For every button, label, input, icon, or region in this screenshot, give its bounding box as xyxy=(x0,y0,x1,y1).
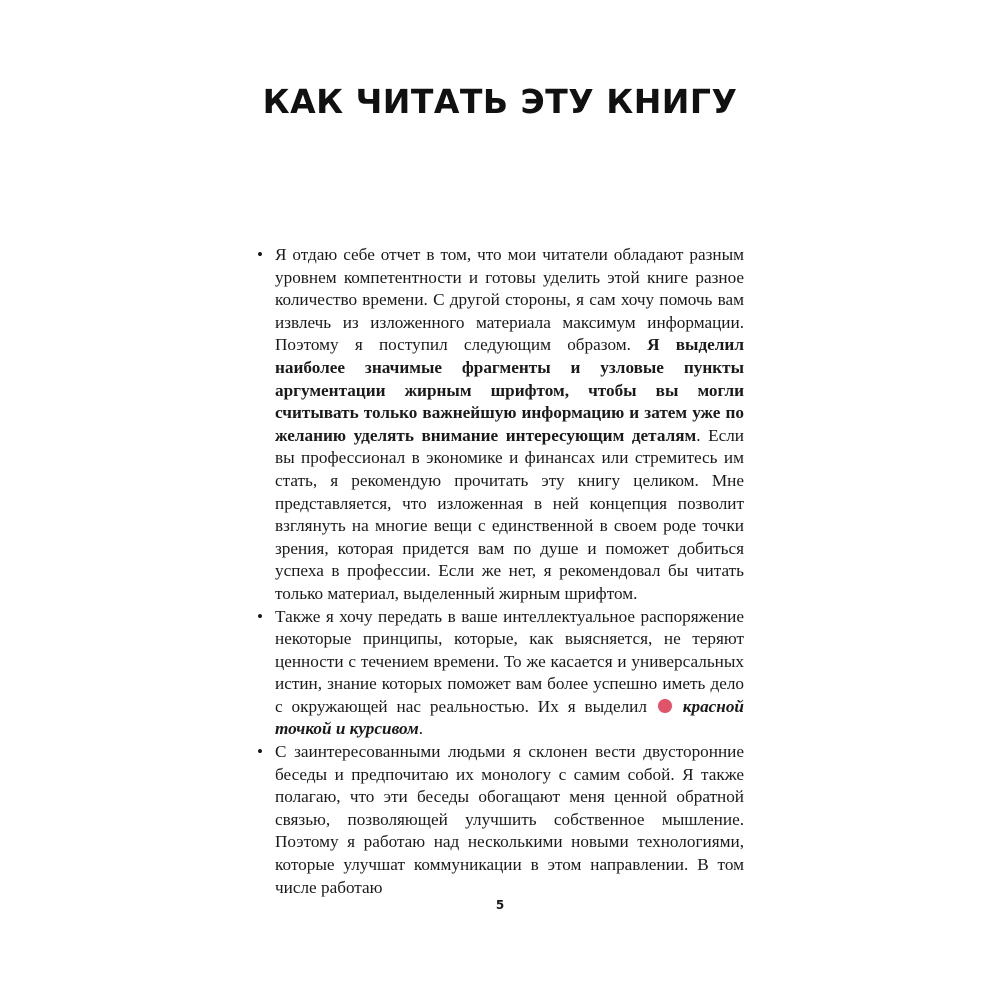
plain-text: . xyxy=(418,719,424,739)
plain-text: Также я хочу передать в ваше интеллектуальное распоряжение некоторые принципы, которые, как выясняется, не теряют ценности с течением времени. То же касается и универсальных истин, знание которых поможет вам более успешно иметь дело с окружающей нас реальностью. Их я выделил xyxy=(275,606,744,716)
paragraph xyxy=(275,606,744,742)
bold-highlight-text: Я выделил наиболее значимые фрагменты и узловые пункты аргументации жирным шрифтом, чтобы вы могли считывать только важнейшую информацию и затем уже по желанию уделять внимание интересующим деталям xyxy=(275,335,744,445)
plain-text: С заинтересованными людьми я склонен вести двусторонние беседы и предпочитаю их монологу с самим собой. Я также полагаю, что эти беседы обогащают меня ценной обратной связью, позволяющей улучшить собственное мышление. Поэтому я работаю над несколькими новыми технологиями, которые улучшат коммуникации в этом направлении. В том числе работаю xyxy=(275,742,744,897)
bullet-marker: • xyxy=(256,245,264,264)
paragraph xyxy=(275,244,744,606)
list-item xyxy=(254,244,744,606)
bullet-marker: • xyxy=(256,606,264,626)
red-dot-icon xyxy=(658,699,672,713)
bullet-list xyxy=(254,244,744,899)
chapter-title: КАК ЧИТАТЬ ЭТУ КНИГУ xyxy=(262,82,738,121)
list-item xyxy=(254,606,744,742)
bold-italic-highlight-text: красной точкой и курсивом xyxy=(275,696,744,739)
page-number: 5 xyxy=(495,898,505,912)
list-item xyxy=(254,741,744,899)
plain-text: . Если вы профессионал в экономике и финансах или стремитесь им стать, я рекомендую прочитать эту книгу целиком. Мне представляется, что изложенная в ней концепция позволит взглянуть на многие вещи с единственной в своем роде точки зрения, которая придется вам по душе и поможет добиться успеха в профессии. Если же нет, я рекомендовал бы читать только материал, выделенный жирным шрифтом. xyxy=(275,425,745,603)
paragraph xyxy=(275,741,744,899)
bullet-marker: • xyxy=(256,742,264,762)
plain-text: Я отдаю себе отчет в том, что мои читатели обладают разным уровнем компетентности и готовы уделить этой книге разное количество времени. С другой стороны, я сам хочу помочь вам извлечь из изложенного материала максимум информации. Поэтому я поступил следующим образом. xyxy=(275,245,744,355)
